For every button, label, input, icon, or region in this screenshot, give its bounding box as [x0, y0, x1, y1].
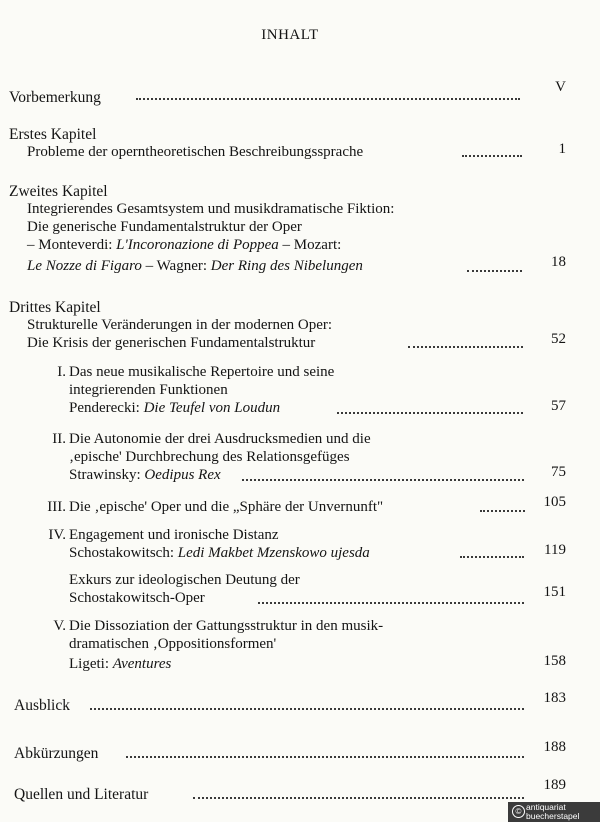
dot-leader [126, 756, 524, 758]
watermark: © antiquariat buecherstapel [508, 802, 600, 822]
page-number: 18 [551, 254, 566, 270]
dot-leader [480, 510, 525, 512]
toc-entry-line: Schostakowitsch-Oper [69, 590, 205, 606]
page-number: V [555, 79, 566, 95]
page-number: 183 [543, 690, 566, 706]
dot-leader [258, 602, 524, 604]
section-number: II. [52, 431, 66, 447]
page-number: 188 [543, 739, 566, 755]
toc-entry-line: Engagement und ironische Distanz [69, 527, 279, 543]
page-number: 75 [551, 464, 566, 480]
copyright-icon: © [512, 805, 525, 818]
toc-entry-line: Die ‚epische' Oper und die „Sphäre der Unvernunft" [69, 499, 384, 515]
page-number: 189 [543, 777, 566, 793]
toc-entry-line: ‚epische' Durchbrechung des Relationsgefüges [69, 449, 350, 465]
toc-entry-line: Die generische Fundamentalstruktur der Oper [27, 219, 302, 235]
page-number: 158 [543, 653, 566, 669]
section-number: V. [53, 618, 66, 634]
dot-leader [193, 797, 524, 799]
toc-entry-line: Penderecki: Die Teufel von Loudun [69, 400, 281, 416]
page-number: 57 [551, 398, 566, 414]
page-number: 52 [551, 331, 566, 347]
dot-leader [136, 98, 520, 100]
section-number: IV. [48, 527, 66, 543]
toc-entry-line: Die Krisis der generischen Fundamentalstruktur [27, 335, 316, 351]
toc-entry-line: Exkurs zur ideologischen Deutung der [69, 572, 300, 588]
page-number: 119 [544, 542, 566, 558]
dot-leader [467, 270, 522, 272]
toc-entry-line: – Monteverdi: L'Incoronazione di Poppea – Mozart: [27, 237, 342, 253]
toc-ausblick: Ausblick [14, 697, 70, 714]
toc-entry-line: Le Nozze di Figaro – Wagner: Der Ring des Nibelungen [27, 258, 363, 274]
toc-abkuerzungen: Abkürzungen [14, 745, 99, 762]
toc-entry-line: Strukturelle Veränderungen in der modernen Oper: [27, 317, 333, 333]
dot-leader [408, 346, 523, 348]
chapter-heading: Erstes Kapitel [9, 126, 97, 143]
toc-entry-line: Die Autonomie der drei Ausdrucksmedien und die [69, 431, 371, 447]
toc-entry-line: integrierenden Funktionen [69, 382, 228, 398]
dot-leader [462, 155, 522, 157]
toc-entry-line: Die Dissoziation der Gattungsstruktur in den musik- [69, 618, 384, 634]
section-number: I. [57, 364, 66, 380]
toc-quellen: Quellen und Literatur [14, 786, 149, 803]
page-number: 105 [543, 494, 566, 510]
toc-entry-line: Schostakowitsch: Ledi Makbet Mzenskowo ujesda [69, 545, 370, 561]
chapter-heading: Zweites Kapitel [9, 183, 108, 200]
toc-entry: Probleme der operntheoretischen Beschreibungssprache [27, 144, 364, 160]
toc-entry-line: dramatischen ‚Oppositionsformen' [69, 636, 277, 652]
page-number: 151 [543, 584, 566, 600]
dot-leader [90, 708, 524, 710]
toc-entry-line: Strawinsky: Oedipus Rex [69, 467, 221, 483]
dot-leader [460, 556, 524, 558]
toc-entry-line: Ligeti: Aventures [69, 656, 172, 672]
toc-vorbemerkung: Vorbemerkung [9, 89, 101, 106]
page-title: INHALT [261, 27, 319, 43]
dot-leader [337, 412, 523, 414]
page-number: 1 [558, 141, 566, 157]
dot-leader [242, 479, 524, 481]
section-number: III. [47, 499, 66, 515]
chapter-heading: Drittes Kapitel [9, 299, 101, 316]
toc-entry-line: Das neue musikalische Repertoire und seine [69, 364, 335, 380]
toc-entry-line: Integrierendes Gesamtsystem und musikdramatische Fiktion: [27, 201, 395, 217]
